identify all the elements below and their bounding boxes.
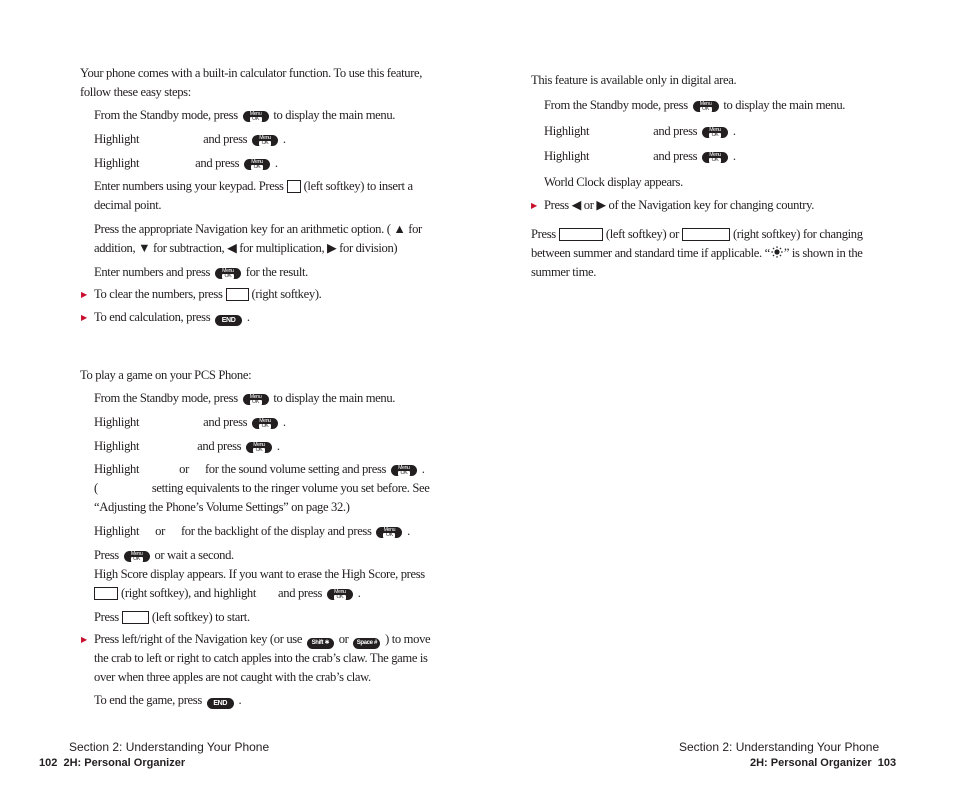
game-step-3: Highlight and press Menu OK . bbox=[94, 439, 280, 453]
end-key-icon: END bbox=[207, 698, 234, 709]
left-softkey-box bbox=[122, 611, 149, 624]
menu-ok-key-icon: Menu OK bbox=[244, 159, 270, 170]
calc-step-4: Enter numbers using your keypad. Press (left softkey) to insert a decimal point. bbox=[94, 179, 413, 212]
game-step-1: From the Standby mode, press Menu OK to display the main menu. bbox=[94, 391, 396, 405]
calc-bullet-end: ▶ To end calculation, press END . bbox=[94, 308, 250, 327]
clock-step-4: World Clock display appears. bbox=[544, 175, 683, 189]
menu-ok-key-icon: Menu OK bbox=[327, 589, 353, 600]
calc-intro: Your phone comes with a built-in calculator function. To use this feature, follow these easy steps: bbox=[80, 66, 423, 99]
game-step-4: Highlight or for the sound volume setting and press Menu OK . ( setting equivalents to the ringer volume you set before. See “Adjusting the Phone’s Volume Settings” on page 32.) bbox=[94, 462, 430, 514]
clock-summer-time: Press (left softkey) or (right softkey) for changing between summer and standard time if applicable. “ ” is shown in the summer time. bbox=[531, 227, 863, 279]
menu-ok-key-icon: Menu OK bbox=[215, 268, 241, 279]
game-step-5: Highlight or for the backlight of the display and press Menu OK . bbox=[94, 524, 410, 538]
menu-ok-key-icon: Menu OK bbox=[124, 551, 150, 562]
game-intro: To play a game on your PCS Phone: bbox=[80, 368, 252, 382]
menu-ok-key-icon: Menu OK bbox=[702, 152, 728, 163]
clock-step-1: From the Standby mode, press Menu OK to display the main menu. bbox=[544, 98, 846, 112]
game-step-7: Press (left softkey) to start. bbox=[94, 610, 250, 624]
chapter-title-left: 2H: Personal Organizer bbox=[63, 757, 186, 769]
calc-step-3: Highlight and press Menu OK . bbox=[94, 156, 278, 170]
footer-right bbox=[750, 757, 896, 769]
chapter-title-right: 2H: Personal Organizer bbox=[750, 757, 872, 769]
footer-left bbox=[39, 757, 185, 769]
game-step-2: Highlight and press Menu OK . bbox=[94, 415, 286, 429]
right-softkey-box bbox=[94, 587, 118, 600]
menu-ok-key-icon: Menu OK bbox=[391, 465, 417, 476]
shift-key-icon: Shift ✱ bbox=[307, 638, 334, 649]
menu-ok-key-icon: Menu OK bbox=[243, 394, 269, 405]
calc-step-1: From the Standby mode, press Menu OK to display the main menu. bbox=[94, 108, 396, 122]
game-end: To end the game, press END . bbox=[94, 693, 242, 707]
menu-ok-key-icon: Menu OK bbox=[246, 442, 272, 453]
game-bullet-move: ▶ Press left/right of the Navigation key (or use Shift ✱ or Space # ) to move the crab to left or right to catch apples into the crab’s claw. The game is over when three apples are not caught with the crab’s claw. bbox=[94, 630, 430, 687]
page-number-left: 102 bbox=[39, 757, 58, 769]
calc-step-6: Enter numbers and press Menu OK for the result. bbox=[94, 265, 308, 279]
left-softkey-box bbox=[287, 180, 301, 193]
menu-ok-key-icon: Menu OK bbox=[702, 127, 728, 138]
sun-icon bbox=[771, 246, 783, 258]
menu-ok-key-icon: Menu OK bbox=[693, 101, 719, 112]
clock-intro: This feature is available only in digital area. bbox=[531, 73, 737, 87]
menu-ok-key-icon: Menu OK bbox=[376, 527, 402, 538]
page-number-right: 103 bbox=[877, 757, 897, 769]
calc-bullet-clear: ▶ To clear the numbers, press (right softkey). bbox=[94, 285, 321, 304]
end-key-icon: END bbox=[215, 315, 242, 326]
menu-ok-key-icon: Menu OK bbox=[252, 418, 278, 429]
footer-section-right: Section 2: Understanding Your Phone bbox=[679, 740, 880, 754]
calc-step-2: Highlight and press Menu OK . bbox=[94, 132, 286, 146]
calc-step-5: Press the appropriate Navigation key for an arithmetic option. ( ▲ for addition, ▼ for subtraction, ◀ for multiplication, ▶ for division) bbox=[94, 222, 422, 255]
right-softkey-box bbox=[226, 288, 249, 301]
space-key-icon: Space # bbox=[353, 638, 380, 649]
footer-section-left: Section 2: Understanding Your Phone bbox=[69, 740, 270, 754]
clock-step-2: Highlight and press Menu OK . bbox=[544, 124, 736, 138]
clock-bullet-country: ▶ Press ◀ or ▶ of the Navigation key for changing country. bbox=[544, 196, 814, 215]
game-step-6: Press Menu OK or wait a second. High Score display appears. If you want to erase the High Score, press (right softkey), and highlight and press Menu OK . bbox=[94, 548, 425, 600]
right-softkey-box bbox=[682, 228, 730, 241]
menu-ok-key-icon: Menu OK bbox=[252, 135, 278, 146]
menu-ok-key-icon: Menu OK bbox=[243, 111, 269, 122]
clock-step-3: Highlight and press Menu OK . bbox=[544, 149, 736, 163]
left-softkey-box bbox=[559, 228, 603, 241]
